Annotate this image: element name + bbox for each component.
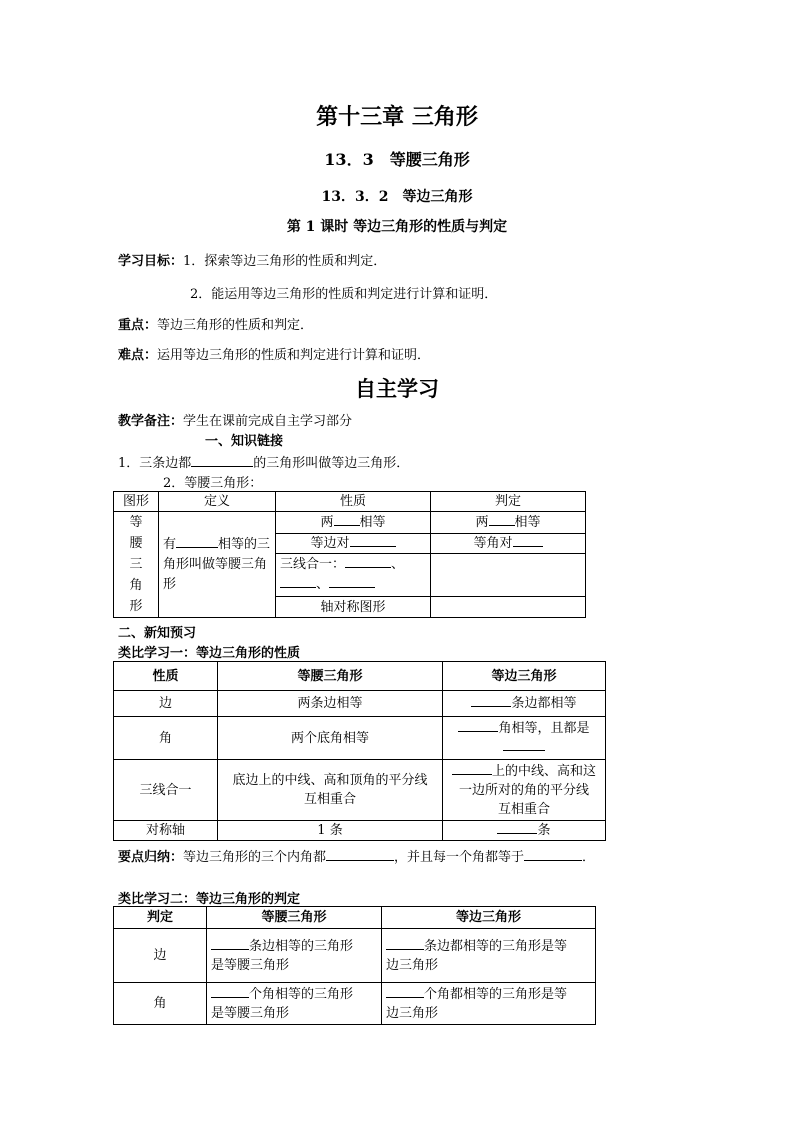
equi-cell bbox=[443, 691, 606, 717]
separator: 、 bbox=[316, 577, 330, 593]
blank[interactable] bbox=[211, 985, 249, 998]
property-1 bbox=[276, 512, 431, 534]
prop1-suffix: 相等 bbox=[359, 514, 386, 530]
judgement-3 bbox=[431, 554, 586, 597]
equi-cell bbox=[443, 821, 606, 841]
equi-line-3: 互相重合 bbox=[497, 801, 550, 817]
equi-cell bbox=[443, 760, 606, 821]
blank[interactable] bbox=[524, 848, 582, 861]
prop1-prefix: 两 bbox=[320, 514, 334, 530]
blank[interactable] bbox=[386, 937, 424, 950]
blank[interactable] bbox=[176, 535, 218, 548]
iso-cell: 两条边相等 bbox=[218, 691, 443, 717]
table1-header-property: 性质 bbox=[276, 492, 431, 512]
row-label: 角 bbox=[114, 717, 218, 760]
iso-line-1: 底边上的中线、高和顶角的平分线 bbox=[232, 773, 428, 788]
figure-char: 三 bbox=[129, 557, 143, 572]
difficulty-label: 难点： bbox=[118, 348, 158, 363]
self-study-heading: 自主学习 bbox=[355, 376, 439, 401]
key-text: 等边三角形的性质和判定． bbox=[157, 318, 314, 333]
figure-char: 角 bbox=[129, 578, 143, 593]
equi-line-2: 边三角形 bbox=[386, 957, 439, 973]
analog2-heading: 类比学习二：等边三角形的判定 bbox=[118, 892, 301, 907]
summary-mid: ，并且每一个角都等于 bbox=[394, 850, 525, 865]
blank[interactable] bbox=[497, 821, 537, 834]
equi-cell bbox=[382, 929, 596, 983]
row-label: 角 bbox=[114, 983, 207, 1025]
figure-char: 等 bbox=[129, 515, 143, 530]
blank[interactable] bbox=[452, 762, 492, 775]
key-label: 重点： bbox=[118, 318, 158, 333]
isosceles-table bbox=[113, 491, 586, 618]
property-3 bbox=[276, 554, 431, 597]
judge2-prefix: 等角对 bbox=[473, 535, 513, 551]
iso-cell bbox=[207, 929, 382, 983]
row-label: 边 bbox=[114, 929, 207, 983]
goal-item-2: 2．能运用等边三角形的性质和判定进行计算和证明． bbox=[190, 287, 498, 302]
equi-line-2: 一边所对的角的平分线 bbox=[458, 782, 589, 798]
blank[interactable] bbox=[350, 534, 396, 547]
analog1-heading: 类比学习一：等边三角形的性质 bbox=[118, 646, 301, 661]
table3-header-judgement: 判定 bbox=[114, 907, 207, 929]
table1-header-judgement: 判定 bbox=[431, 492, 586, 512]
iso-text: 条边相等的三角形 bbox=[249, 938, 354, 954]
figure-char: 形 bbox=[129, 599, 143, 614]
row-label: 三线合一 bbox=[114, 760, 218, 821]
property-4: 轴对称图形 bbox=[276, 597, 431, 618]
figure-cell bbox=[114, 512, 159, 618]
iso-line-2: 是等腰三角形 bbox=[211, 957, 290, 973]
blank[interactable] bbox=[326, 848, 394, 861]
blank[interactable] bbox=[211, 937, 249, 950]
blank[interactable] bbox=[329, 575, 375, 588]
judgement-4 bbox=[431, 597, 586, 618]
goal-item-1: 1．探索等边三角形的性质和判定． bbox=[183, 254, 387, 269]
judgement-1 bbox=[431, 512, 586, 534]
equi-text: 角相等，且都是 bbox=[498, 721, 590, 736]
q1-suffix: 的三角形叫做等边三角形． bbox=[253, 456, 410, 471]
teaching-note bbox=[118, 410, 352, 429]
iso-cell bbox=[218, 760, 443, 821]
def-prefix: 有 bbox=[163, 536, 177, 552]
judgement-2 bbox=[431, 533, 586, 554]
section-title: 13．3 等腰三角形 bbox=[324, 150, 470, 169]
blank[interactable] bbox=[386, 985, 424, 998]
table3-header-isosceles: 等腰三角形 bbox=[207, 907, 382, 929]
blank[interactable] bbox=[280, 575, 316, 588]
note-label: 教学备注： bbox=[118, 414, 184, 429]
blank[interactable] bbox=[345, 555, 391, 568]
properties-table bbox=[113, 661, 606, 841]
blank[interactable] bbox=[513, 534, 543, 547]
goals-line-1 bbox=[118, 250, 386, 269]
note-text: 学生在课前完成自主学习部分 bbox=[183, 414, 353, 429]
question-2: 2．等腰三角形： bbox=[163, 476, 263, 491]
equi-line-2: 边三角形 bbox=[386, 1005, 439, 1021]
property-2 bbox=[276, 533, 431, 554]
iso-cell bbox=[207, 983, 382, 1025]
difficulty-text: 运用等边三角形的性质和判定进行计算和证明． bbox=[157, 348, 431, 363]
judgement-table bbox=[113, 906, 596, 1025]
blank[interactable] bbox=[489, 513, 515, 526]
judge1-suffix: 相等 bbox=[514, 514, 541, 530]
row-label: 边 bbox=[114, 691, 218, 717]
table3-header-equilateral: 等边三角形 bbox=[382, 907, 596, 929]
part1-heading: 一、知识链接 bbox=[205, 434, 284, 449]
iso-line-2: 互相重合 bbox=[303, 792, 356, 807]
figure-char: 腰 bbox=[129, 536, 143, 551]
definition-cell bbox=[159, 512, 276, 618]
blank[interactable] bbox=[191, 454, 253, 467]
iso-text: 个角相等的三角形 bbox=[249, 986, 354, 1002]
key-summary bbox=[118, 846, 595, 865]
chapter-title: 第十三章 三角形 bbox=[316, 104, 478, 130]
part2-heading: 二、新知预习 bbox=[118, 626, 197, 641]
equi-text: 条边都相等的三角形是等 bbox=[424, 938, 568, 954]
key-point-line bbox=[118, 314, 313, 333]
iso-line-2: 是等腰三角形 bbox=[211, 1005, 290, 1021]
separator: 、 bbox=[391, 557, 405, 573]
row-label: 对称轴 bbox=[114, 821, 218, 841]
q1-prefix: 1．三条边都 bbox=[118, 456, 192, 471]
prop3-prefix: 三线合一： bbox=[280, 557, 346, 573]
equi-text: 个角都相等的三角形是等 bbox=[424, 986, 568, 1002]
judge1-prefix: 两 bbox=[475, 514, 489, 530]
def-mid: 相等 bbox=[218, 536, 245, 552]
blank[interactable] bbox=[334, 513, 360, 526]
iso-cell: 两个底角相等 bbox=[218, 717, 443, 760]
iso-cell: 1 条 bbox=[218, 821, 443, 841]
table1-header-definition: 定义 bbox=[159, 492, 276, 512]
equi-line-1: 上的中线、高和这 bbox=[491, 763, 596, 779]
summary-prefix: 等边三角形的三个内角都 bbox=[183, 850, 327, 865]
summary-end: ． bbox=[582, 850, 596, 865]
question-1 bbox=[118, 452, 409, 471]
lesson-title: 第 1 课时 等边三角形的性质与判定 bbox=[286, 219, 508, 235]
equi-cell bbox=[382, 983, 596, 1025]
table2-header-equilateral: 等边三角形 bbox=[443, 662, 606, 691]
summary-label: 要点归纳： bbox=[118, 850, 184, 865]
equi-cell bbox=[443, 717, 606, 760]
goals-label: 学习目标： bbox=[118, 254, 184, 269]
blank[interactable] bbox=[471, 694, 511, 707]
table2-header-isosceles: 等腰三角形 bbox=[218, 662, 443, 691]
blank[interactable] bbox=[458, 719, 498, 732]
prop2-prefix: 等边对 bbox=[310, 535, 350, 551]
blank[interactable] bbox=[503, 738, 545, 751]
table1-header-figure: 图形 bbox=[114, 492, 159, 512]
difficulty-line bbox=[118, 344, 430, 363]
equi-text: 条边都相等 bbox=[511, 696, 577, 711]
equi-text: 条 bbox=[537, 823, 551, 838]
def-rest: 的三角形叫做等腰三角形 bbox=[163, 536, 271, 592]
table2-header-property: 性质 bbox=[114, 662, 218, 691]
subsection-title: 13．3．2 等边三角形 bbox=[321, 189, 473, 205]
